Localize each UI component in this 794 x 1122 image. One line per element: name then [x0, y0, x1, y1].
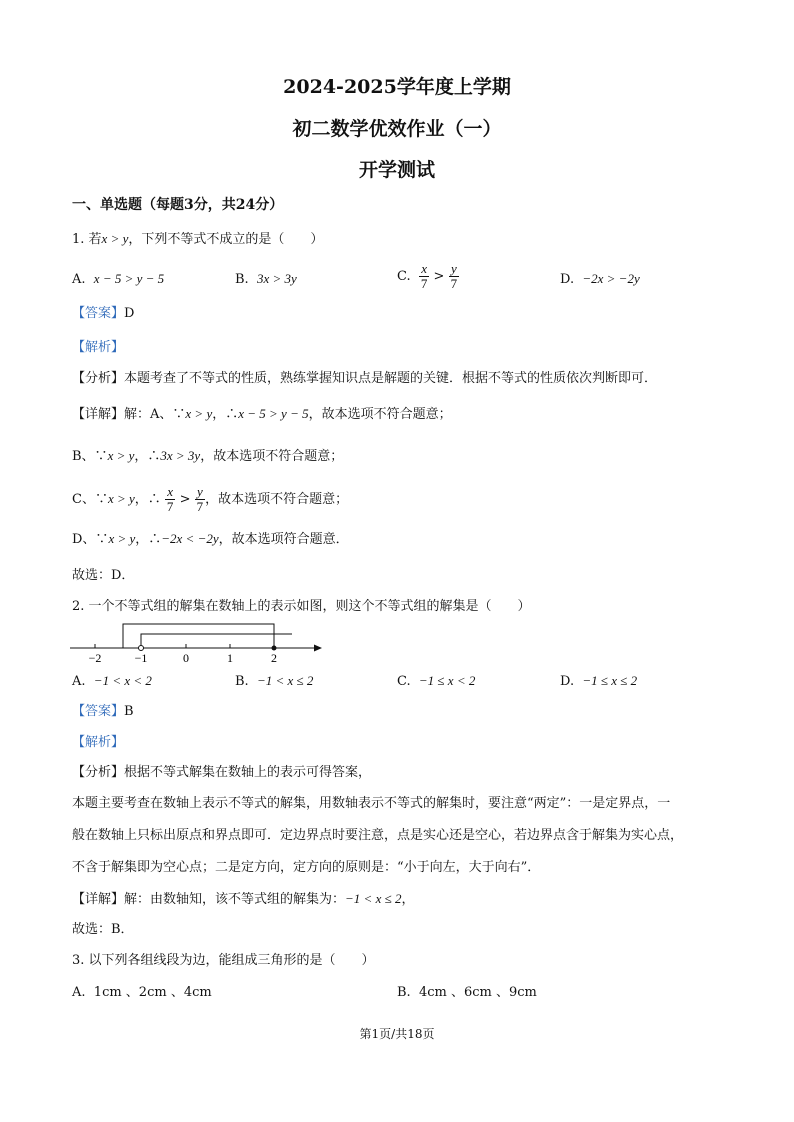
q1-detail-c: C、∵x > y，∴ $\frac{x}{7}$ > $\frac{y}{7}$ ，故本选项不符合题意；	[72, 484, 349, 514]
q1-choose: 故选：D．	[72, 568, 135, 583]
q2-explanation-line3: 不含于解集即为空心点；二是定方向，定方向的原则是：“小于向左，大于向右”．	[72, 860, 541, 875]
q2-fenxi: 【分析】根据不等式解集在数轴上的表示可得答案，	[72, 765, 372, 780]
q2-explanation-line1: 本题主要考查在数轴上表示不等式的解集，用数轴表示不等式的解集时，要注意“两定”：一是定界点，一	[72, 796, 671, 811]
lower-bracket	[141, 634, 292, 648]
q1-option-c: C. $\frac{x}{7}$ > $\frac{y}{7}$	[397, 261, 458, 291]
doc-test-name: 开学测试	[358, 159, 435, 181]
tick-label: −2	[88, 651, 102, 665]
q1-detail-d: D、∵x > y，∴−2x < −2y，故本选项符合题意．	[72, 531, 349, 547]
q3-stem: 3. 以下列各组线段为边，能组成三角形的是（ ）	[72, 953, 375, 968]
open-dot	[139, 646, 144, 651]
q2-choose: 故选：B．	[72, 922, 134, 937]
q1-detail-a: 【详解】解：A、∵x > y，∴x − 5 > y − 5，故本选项不符合题意；	[72, 406, 452, 422]
q3-option-a: A. 1cm 、2cm 、4cm	[72, 985, 212, 1000]
q2-option-c: C. −1 ≤ x < 2	[397, 673, 476, 689]
q3-option-b: B. 4cm 、6cm 、9cm	[397, 985, 537, 1000]
number-line-figure	[70, 620, 330, 666]
doc-title: 2024-2025学年度上学期	[283, 76, 511, 98]
tick-label: 1	[227, 651, 233, 665]
fraction: $\frac{x}{7}$	[166, 484, 174, 514]
q1-stem: 1. 若x > y，下列不等式不成立的是（ ）	[72, 231, 324, 247]
q1-option-d: D. −2x > −2y	[560, 271, 640, 287]
tick-label: −1	[134, 651, 148, 665]
q2-stem: 2. 一个不等式组的解集在数轴上的表示如图，则这个不等式组的解集是（ ）	[72, 599, 531, 614]
q2-detail: 【详解】解：由数轴知，该不等式组的解集为：−1 < x ≤ 2，	[72, 891, 415, 907]
q1-option-b: B. 3x > 3y	[235, 271, 297, 287]
axis-arrow	[314, 645, 322, 652]
q1-answer: 【答案】D	[72, 306, 135, 321]
doc-subtitle: 初二数学优效作业（一）	[292, 118, 502, 140]
page-number: 第1页/共18页	[359, 1027, 435, 1041]
q2-option-d: D. −1 ≤ x ≤ 2	[560, 673, 638, 689]
q1-fenxi: 【分析】本题考查了不等式的性质，熟练掌握知识点是解题的关键．根据不等式的性质依次判断即可．	[72, 371, 658, 386]
q2-answer: 【答案】B	[72, 704, 134, 719]
q2-option-a: A. −1 < x < 2	[72, 673, 152, 689]
q2-option-b: B. −1 < x ≤ 2	[235, 673, 314, 689]
tick-label: 0	[183, 651, 189, 665]
solid-dot	[272, 646, 277, 651]
section-heading: 一、单选题（每题3分，共24分）	[72, 197, 284, 213]
q1-detail-b: B、∵x > y，∴3x > 3y，故本选项不符合题意；	[72, 448, 344, 464]
fraction: $\frac{y}{7}$	[196, 484, 204, 514]
fraction: $\frac{y}{7}$	[450, 261, 458, 291]
tick-label: 2	[271, 651, 277, 665]
q1-analysis-tag: 【解析】	[72, 340, 125, 355]
q1-option-a: A. x − 5 > y − 5	[72, 271, 165, 287]
q2-analysis-tag: 【解析】	[72, 735, 125, 750]
q2-explanation-line2: 般在数轴上只标出原点和界点即可．定边界点时要注意，点是实心还是空心，若边界点含于解集为实心点，	[72, 828, 684, 843]
fraction: $\frac{x}{7}$	[420, 261, 428, 291]
upper-bracket	[123, 624, 274, 648]
